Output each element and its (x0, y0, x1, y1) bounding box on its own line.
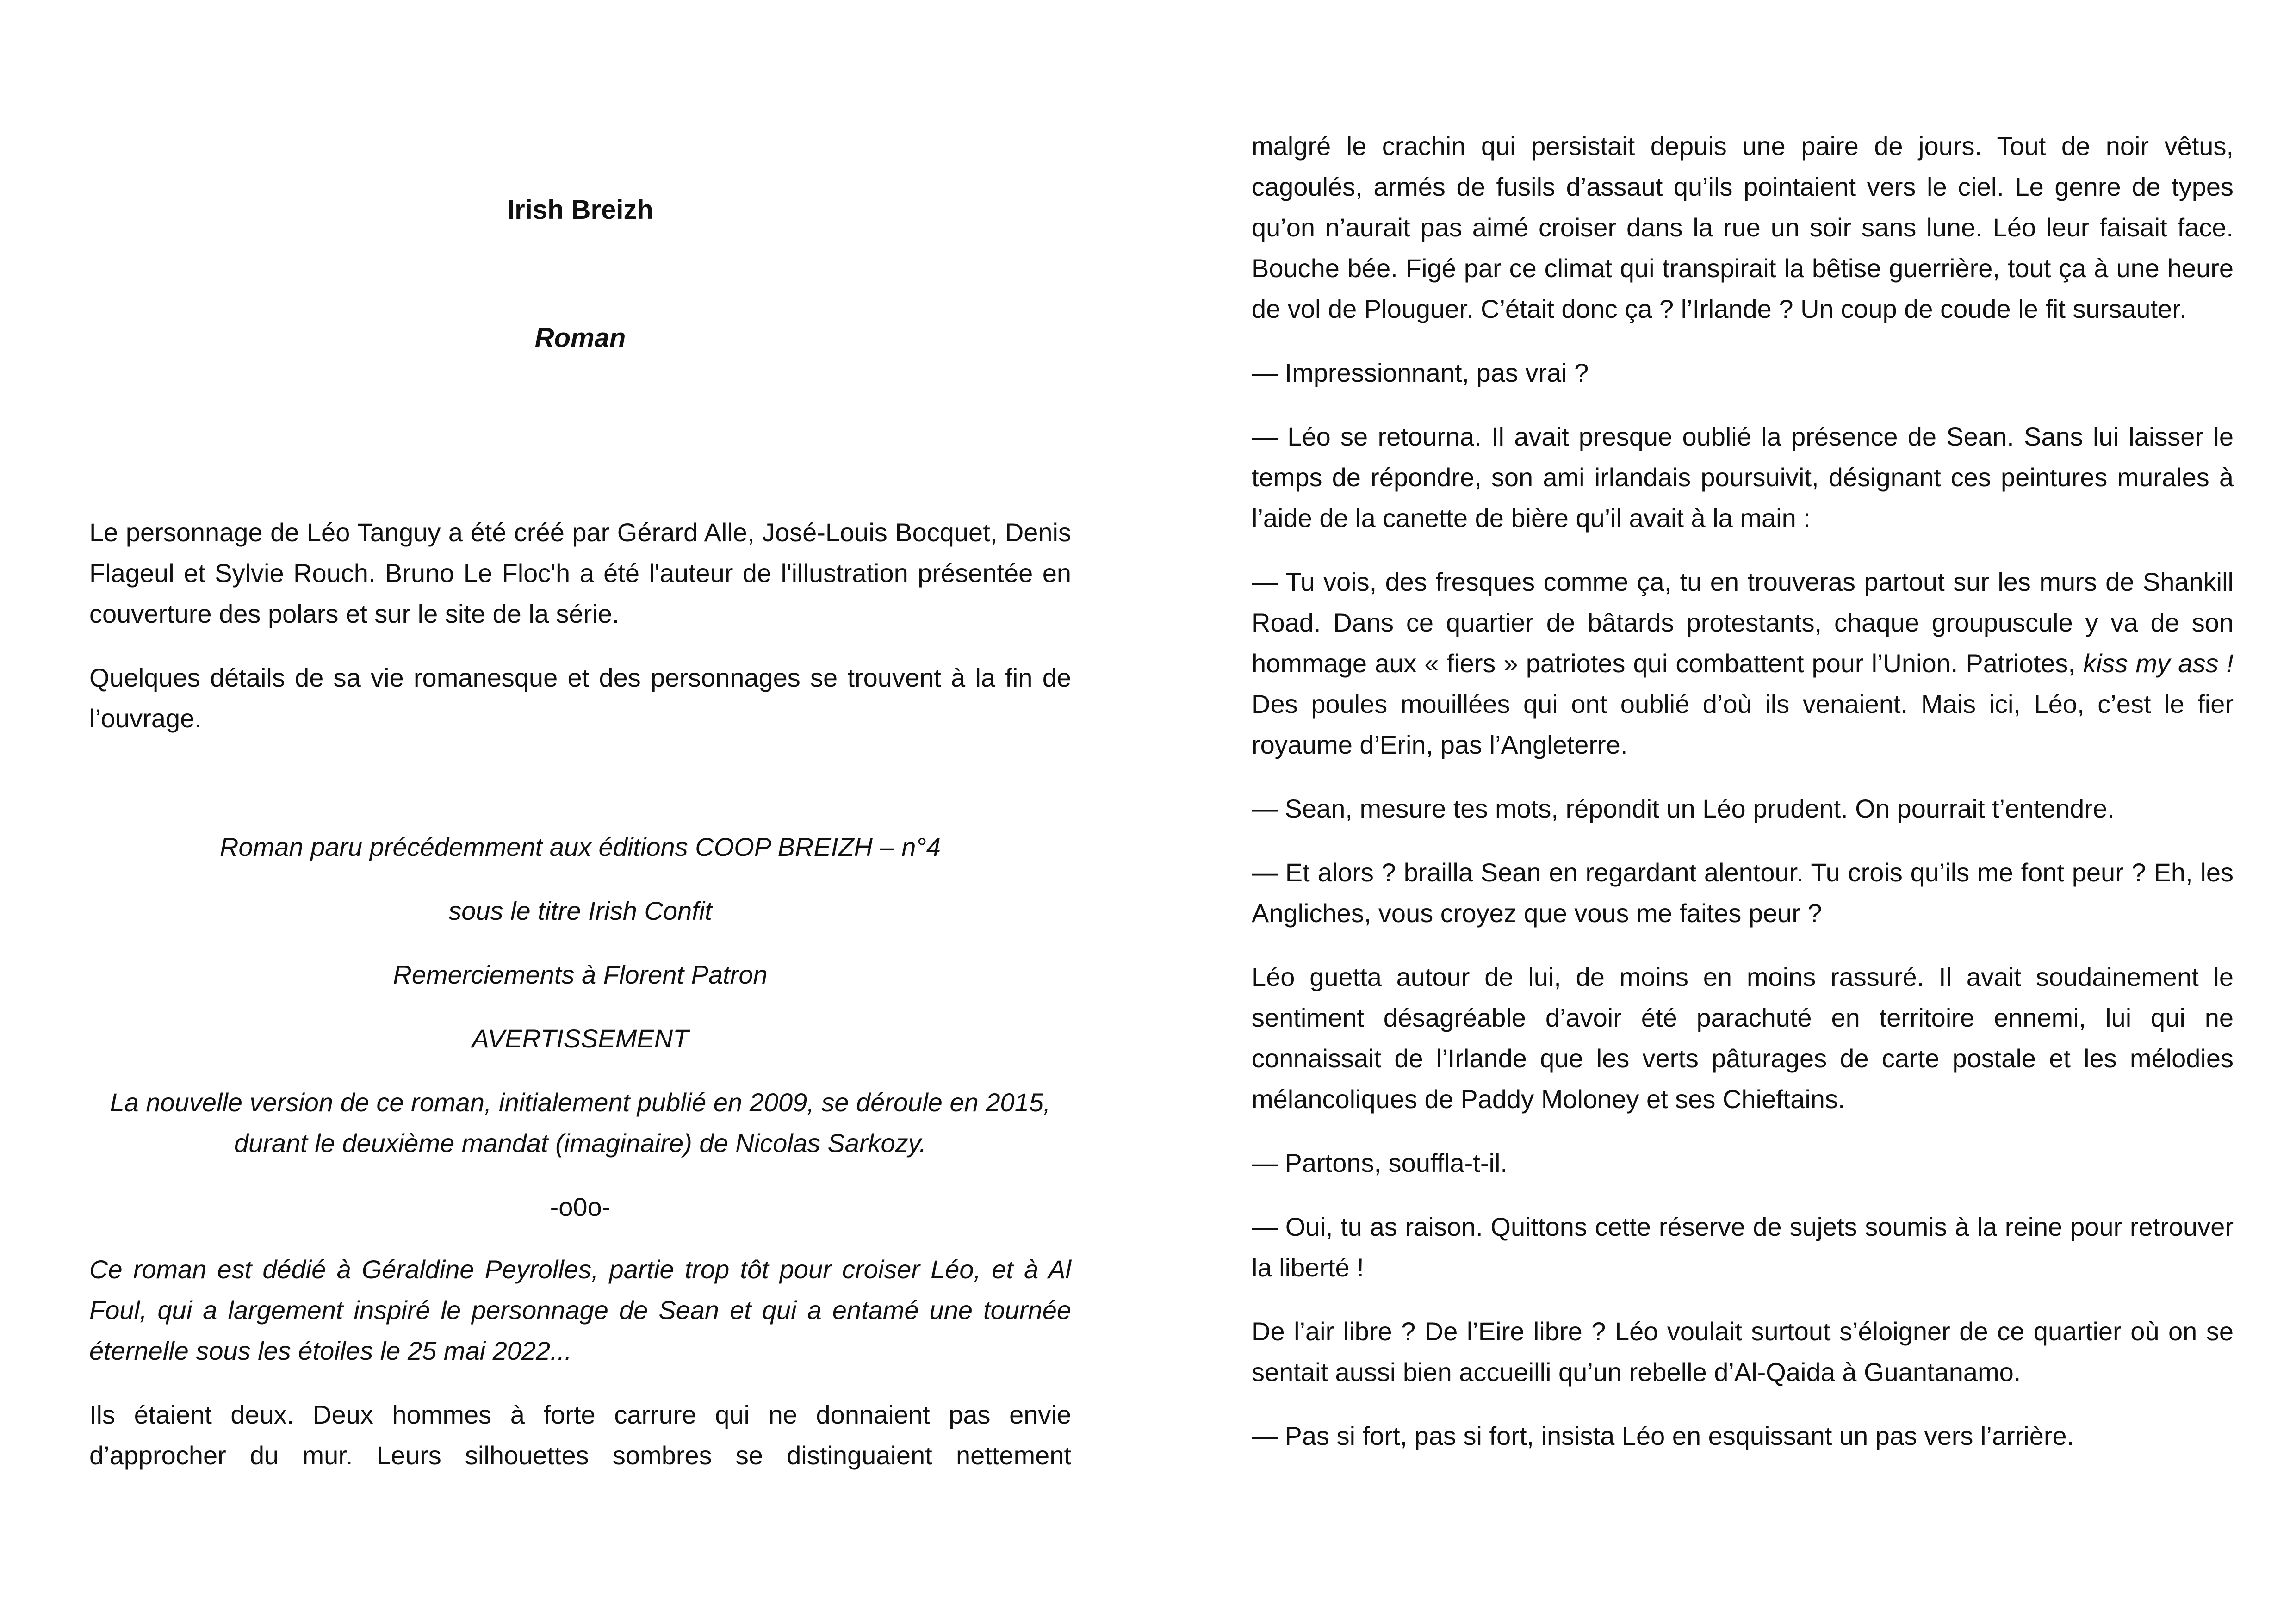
opening-paragraph: Ils étaient deux. Deux hommes à forte carrure qui ne donnaient pas envie d’approcher du mur. Leurs silhouettes sombres se distinguaient nettement (89, 1400, 1071, 1470)
story-paragraph: De l’air libre ? De l’Eire libre ? Léo voulait surtout s’éloigner de ce quartier où on se sentait aussi bien accueilli qu’un rebelle d’Al-Qaida à Guantanamo. (1252, 1317, 2234, 1387)
dedication-paragraph: Ce roman est dédié à Géraldine Peyrolles, partie trop tôt pour croiser Léo, et à Al Foul, qui a largement inspiré le personnage de Sean et qui a entamé une tournée éternelle sous les étoiles le 25 mai 2022... (89, 1255, 1071, 1365)
separator: -o0o- (550, 1192, 611, 1221)
story-text-italic: kiss my ass ! (2083, 649, 2234, 678)
story-text-run: — Tu vois, des fresques comme ça, tu en trouveras partout sur les murs de Shankill Road. Dans ce quartier de bâtards protestants, chaque groupuscule y va de son hommage aux « fiers » patriotes qui combattent pour l’Union. Patriotes, (1252, 567, 2234, 678)
story-paragraph-kiss (1252, 562, 2234, 765)
dedication-section (89, 1249, 1071, 1476)
intro-section (89, 512, 1071, 739)
intro-paragraph: Quelques détails de sa vie romanesque et des personnages se trouvent à la fin de l’ouvrage. (89, 663, 1071, 733)
credits-line: Roman paru précédemment aux éditions COOP BREIZH – n°4 (220, 832, 941, 861)
book-subtitle: Roman (534, 323, 626, 353)
book-title: Irish Breizh (507, 195, 653, 225)
credits-line: AVERTISSEMENT (472, 1024, 689, 1053)
credits-line: La nouvelle version de ce roman, initialement publié en 2009, se déroule en 2015, durant le deuxième mandat (imaginaire) de Nicolas Sarkozy. (110, 1088, 1051, 1158)
story-paragraph: Léo guetta autour de lui, de moins en moins rassuré. Il avait soudainement le sentiment désagréable d’avoir été parachuté en territoire ennemi, lui qui ne connaissait de l’Irlande que les verts pâturages de carte postale et les mélodies mélancoliques de Paddy Moloney et ses Chieftains. (1252, 962, 2234, 1114)
story-paragraph: malgré le crachin qui persistait depuis une paire de jours. Tout de noir vêtus, cagoulés, armés de fusils d’assaut qu’ils pointaient vers le ciel. Le genre de types qu’on n’aurait pas aimé croiser dans la rue un soir sans lune. Léo leur faisait face. Bouche bée. Figé par ce climat qui transpirait la bêtise guerrière, tout ça à une heure de vol de Plouguer. C’était donc ça ? l’Irlande ? Un coup de coude le fit sursauter. (1252, 131, 2234, 323)
story-paragraph: — Oui, tu as raison. Quittons cette réserve de sujets soumis à la reine pour retrouver la liberté ! (1252, 1212, 2234, 1282)
credits-line: Remerciements à Florent Patron (393, 960, 768, 989)
story-paragraph: — Pas si fort, pas si fort, insista Léo en esquissant un pas vers l’arrière. (1252, 1421, 2074, 1450)
story-paragraph: — Partons, souffla-t-il. (1252, 1148, 1508, 1177)
story-paragraph: — Sean, mesure tes mots, répondit un Léo prudent. On pourrait t’entendre. (1252, 794, 2115, 823)
story-paragraph: — Léo se retourna. Il avait presque oublié la présence de Sean. Sans lui laisser le temps de répondre, son ami irlandais poursuivit, désignant ces peintures murales à l’aide de la canette de bière qu’il avait à la main : (1252, 422, 2234, 533)
story-paragraph: — Impressionnant, pas vrai ? (1252, 358, 1589, 387)
story-text-run: Des poules mouillées qui ont oublié d’où ils venaient. Mais ici, Léo, c’est le fier royaume d’Erin, pas l’Angleterre. (1252, 689, 2234, 759)
story-text (1252, 126, 2234, 1456)
credits-line: sous le titre Irish Confit (448, 896, 712, 925)
credits-section (89, 827, 1071, 1227)
story-paragraph: — Et alors ? brailla Sean en regardant alentour. Tu crois qu’ils me font peur ? Eh, les Angliches, vous croyez que vous me faites peur ? (1252, 858, 2234, 928)
right-page (1148, 0, 2296, 1623)
intro-paragraph: Le personnage de Léo Tanguy a été créé par Gérard Alle, José-Louis Bocquet, Denis Flageul et Sylvie Rouch. Bruno Le Floc'h a été l'auteur de l'illustration présentée en couverture des polars et sur le site de la série. (89, 518, 1071, 628)
